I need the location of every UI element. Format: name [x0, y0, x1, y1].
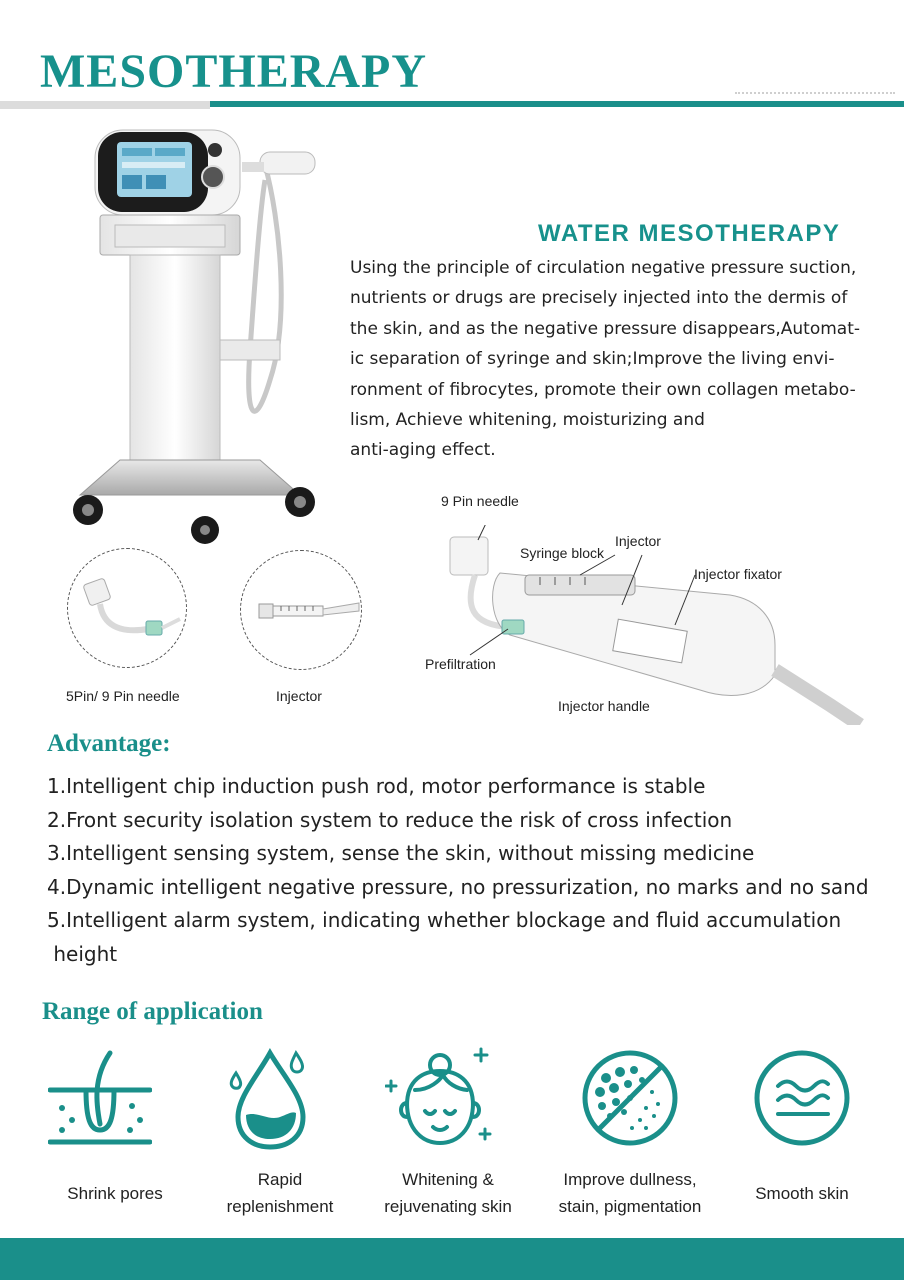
- description-line: lism, Achieve whitening, moisturizing and: [350, 410, 705, 431]
- advantage-list: [47, 770, 869, 972]
- face-icon: [385, 1045, 495, 1150]
- description-line: anti-aging effect.: [350, 440, 496, 461]
- application-label-line2: stain, pigmentation: [558, 1197, 702, 1216]
- diagram-label-injector: Injector: [615, 533, 661, 549]
- application-label-line2: Smooth skin: [755, 1184, 849, 1203]
- smooth-waves-icon: [752, 1048, 852, 1148]
- application-item-shrink-pores: [40, 1166, 190, 1207]
- application-label-line1: Rapid: [257, 1170, 303, 1189]
- diagram-label-injector-handle: Injector handle: [558, 698, 650, 714]
- application-label-line2: replenishment: [226, 1197, 334, 1216]
- mesotherapy-machine-image: [60, 120, 330, 550]
- advantage-item: 2.Front security isolation system to reduce the risk of cross infection: [47, 807, 733, 832]
- advantage-heading: Advantage:: [47, 730, 171, 757]
- description-line: the skin, and as the negative pressure disappears,Automat-: [350, 318, 861, 339]
- application-item-improve-dullness: [545, 1166, 715, 1220]
- description-line: ic separation of syringe and skin;Improve the living envi-: [350, 349, 835, 370]
- application-label-line2: rejuvenating skin: [384, 1197, 512, 1216]
- needle-icon: [68, 549, 186, 667]
- application-label-line1: Whitening &: [402, 1170, 494, 1189]
- water-mesotherapy-description: [350, 253, 870, 466]
- advantage-item: 4.Dynamic intelligent negative pressure, no pressurization, no marks and no sand: [47, 874, 869, 899]
- description-line: Using the principle of circulation negative pressure suction,: [350, 258, 857, 278]
- application-item-smooth-skin: [727, 1166, 877, 1207]
- handpiece-diagram: [430, 525, 890, 725]
- advantage-item: height: [47, 941, 118, 966]
- footer-band: [0, 1238, 904, 1280]
- title-rule-teal: [210, 101, 904, 107]
- injector-image-circle: [240, 550, 362, 670]
- needle-image-circle: [67, 548, 187, 668]
- injector-label: Injector: [276, 688, 322, 704]
- water-drop-icon: [228, 1045, 318, 1150]
- application-item-rapid-replenishment: [205, 1166, 355, 1220]
- page-title: MESOTHERAPY: [40, 45, 428, 98]
- application-label-line2: Shrink pores: [67, 1184, 163, 1203]
- advantage-item: 5.Intelligent alarm system, indicating whether blockage and fluid accumulation: [47, 908, 842, 933]
- needle-label: 5Pin/ 9 Pin needle: [66, 688, 180, 704]
- water-mesotherapy-heading: WATER MESOTHERAPY: [538, 220, 841, 247]
- advantage-item: 1.Intelligent chip induction push rod, motor performance is stable: [47, 774, 706, 798]
- pigmentation-icon: [580, 1048, 680, 1148]
- description-line: nutrients or drugs are precisely injected into the dermis of: [350, 288, 848, 309]
- diagram-label-injector-fixator: Injector fixator: [694, 566, 782, 582]
- syringe-icon: [241, 551, 361, 669]
- diagram-label-9-pin-needle: 9 Pin needle: [441, 493, 519, 509]
- title-rule-dots: [735, 92, 895, 96]
- advantage-item: 3.Intelligent sensing system, sense the skin, without missing medicine: [47, 841, 755, 866]
- description-line: ronment of fibrocytes, promote their own collagen metabo-: [350, 379, 856, 400]
- application-item-whitening: [368, 1166, 528, 1220]
- diagram-label-prefiltration: Prefiltration: [425, 656, 496, 672]
- application-label-line1: Improve dullness,: [563, 1170, 697, 1189]
- hair-follicle-icon: [48, 1048, 152, 1148]
- title-rule-grey: [0, 101, 210, 109]
- range-heading: Range of application: [42, 998, 263, 1025]
- diagram-label-syringe-block: Syringe block: [520, 545, 605, 561]
